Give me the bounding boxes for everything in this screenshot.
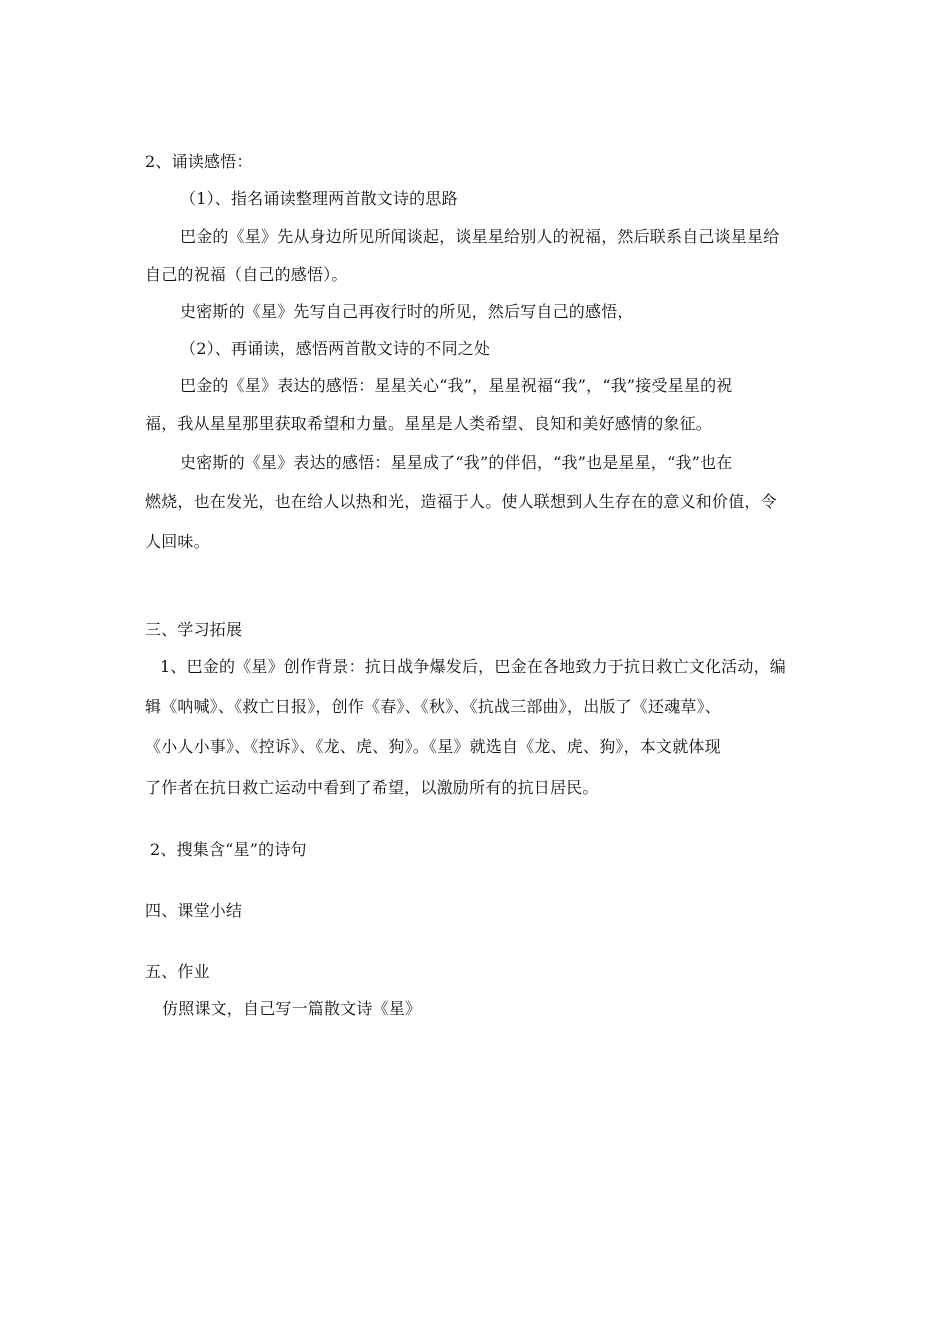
sub-heading-1: （1）、指名诵读整理两首散文诗的思路 [180, 189, 458, 208]
background-item-line-2: 辑《呐喊》、《救亡日报》，创作《春》、《秋》、《抗战三部曲》，出版了《还魂草》、 [145, 697, 722, 716]
paragraph-bajin-line-2: 自己的祝福（自己的感悟）。 [145, 265, 348, 284]
paragraph-smith-feeling-line-3: 人回味。 [145, 532, 210, 551]
paragraph-smith-feeling-line-2: 燃烧，也在发光，也在给人以热和光，造福于人。使人联想到人生存在的意义和价值，令 [145, 492, 777, 511]
background-item-line-1: 1、巴金的《星》创作背景：抗日战争爆发后，巴金在各地致力于抗日救亡文化活动，编 [160, 657, 786, 676]
background-item-line-4: 了作者在抗日救亡运动中看到了希望，以激励所有的抗日居民。 [145, 778, 599, 797]
section-3-heading: 三、学习拓展 [145, 620, 243, 639]
section-5-heading: 五、作业 [145, 962, 210, 981]
homework-task: 仿照课文，自己写一篇散文诗《星》 [162, 999, 422, 1018]
paragraph-bajin-line-1: 巴金的《星》先从身边所见所闻谈起，谈星星给别人的祝福，然后联系自己谈星星给 [180, 227, 780, 246]
poem-collection-item: 2、搜集含“星”的诗句 [150, 840, 307, 859]
section-2-heading: 2、诵读感悟： [145, 152, 253, 171]
sub-heading-2: （2）、再诵读，感悟两首散文诗的不同之处 [180, 339, 491, 358]
paragraph-smith: 史密斯的《星》先写自己再夜行时的所见，然后写自己的感悟， [180, 302, 634, 321]
paragraph-smith-feeling-line-1: 史密斯的《星》表达的感悟：星星成了“我”的伴侣，“我”也是星星，“我”也在 [180, 453, 733, 472]
section-4-heading: 四、课堂小结 [145, 901, 243, 920]
paragraph-bajin-feeling-line-2: 福，我从星星那里获取希望和力量。星星是人类希望、良知和美好感情的象征。 [145, 414, 713, 433]
paragraph-bajin-feeling-line-1: 巴金的《星》表达的感悟：星星关心“我”，星星祝福“我”，“我”接受星星的祝 [180, 376, 733, 395]
background-item-line-3: 《小人小事》、《控诉》、《龙、虎、狗》。《星》就选自《龙、虎、狗》，本文就体现 [145, 737, 721, 756]
